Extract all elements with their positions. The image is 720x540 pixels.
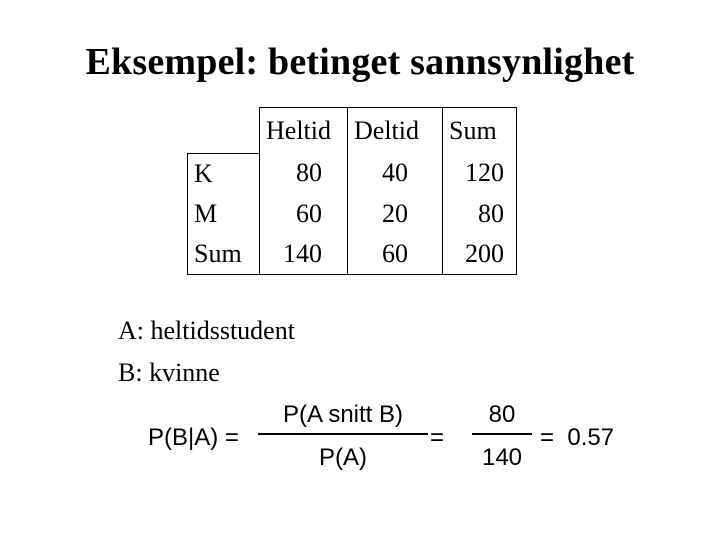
value-fraction-line [472,433,532,435]
value-numerator: 80 [488,401,516,428]
row-label-m: M [188,194,260,234]
table-cell: 200 [443,234,517,275]
table-row [188,194,517,234]
definition-b: B: kvinne [118,358,220,387]
table-header-row [188,108,517,154]
table-cell: 60 [260,194,348,234]
table-row [188,234,517,275]
column-header-sum: Sum [443,108,517,154]
column-header-heltid: Heltid [260,108,348,154]
slide-title: Eksempel: betinget sannsynlighet [85,41,635,83]
definition-a: A: heltidsstudent [118,316,295,345]
table-cell: 80 [443,194,517,234]
formula-equals: = [430,424,445,451]
formula-denominator: P(A) [319,444,367,471]
table-cell: 120 [443,153,517,194]
table-cell: 60 [348,234,443,275]
table-cell: 20 [348,194,443,234]
table-row [188,153,517,194]
formula-lhs: P(B|A) = [148,424,239,451]
formula-result: = 0.57 [540,424,615,451]
row-label-sum: Sum [188,234,260,275]
fraction-line [258,433,428,435]
table-cell: 40 [348,153,443,194]
table-cell: 80 [260,153,348,194]
row-label-k: K [188,153,260,194]
contingency-table [187,107,517,275]
table-corner-cell [188,108,260,154]
value-denominator: 140 [481,444,523,471]
table-cell: 140 [260,234,348,275]
column-header-deltid: Deltid [348,108,443,154]
formula-numerator: P(A snitt B) [282,401,404,428]
